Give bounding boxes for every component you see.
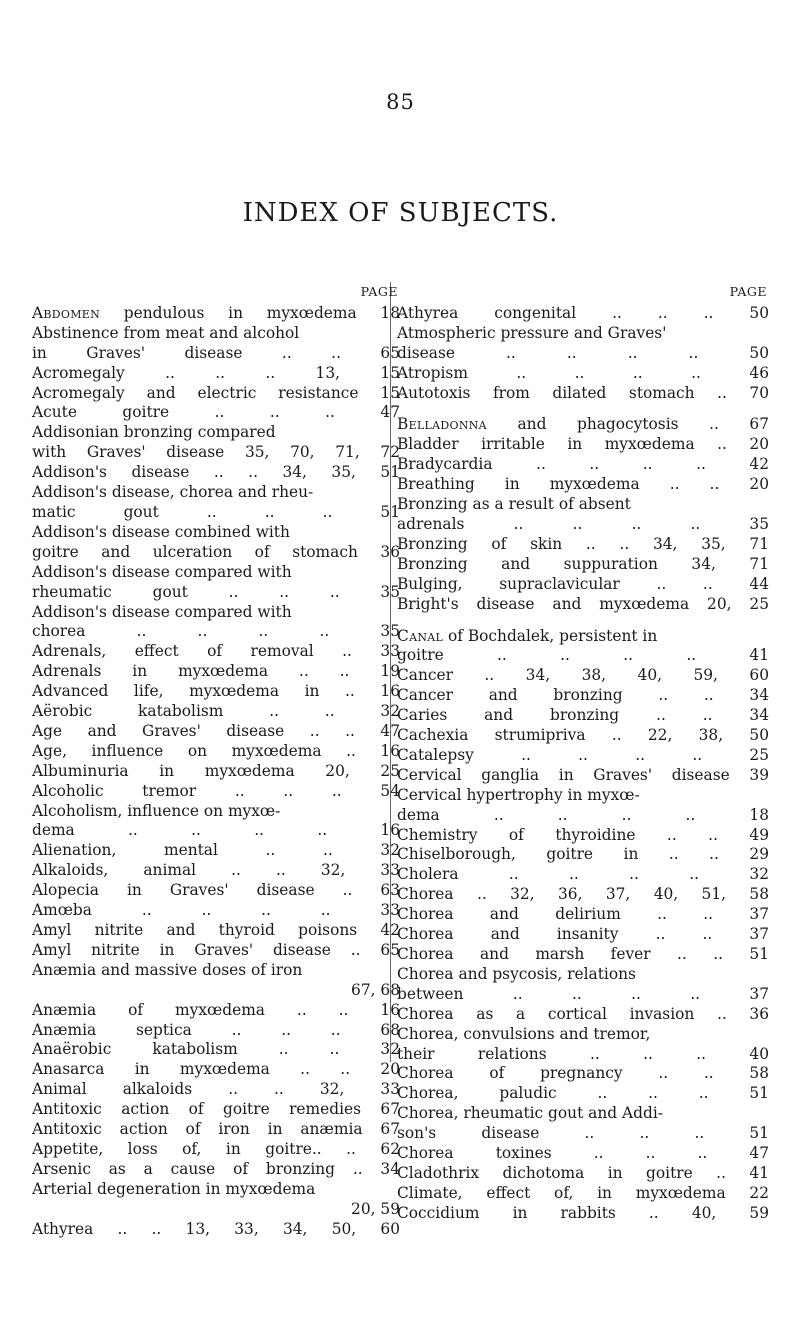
index-line: Chorea and delirium .. .. 37 <box>397 905 769 924</box>
index-line: in Graves' disease .. .. 65 <box>32 343 400 362</box>
right-column <box>397 282 769 1224</box>
index-line: Atropism .. .. .. .. 46 <box>397 363 769 382</box>
index-line: dema .. .. .. .. 16 <box>32 821 400 840</box>
index-line: Chorea, paludic .. .. .. 51 <box>397 1084 769 1103</box>
index-line: rheumatic gout .. .. .. 35 <box>32 582 400 601</box>
index-line: Alcoholism, influence on myxœ- <box>32 801 281 820</box>
index-line: Chorea of pregnancy .. .. 58 <box>397 1064 769 1083</box>
index-line: Chiselborough, goitre in .. .. 29 <box>397 845 769 864</box>
index-line: Climate, effect of, in myxœdema 22 <box>397 1183 769 1202</box>
index-line: Athyrea .. .. 13, 33, 34, 50, 60 <box>32 1219 400 1238</box>
index-line: Athyrea congenital .. .. .. 50 <box>397 303 769 322</box>
index-line: Canal of Bochdalek, persistent in <box>397 626 658 645</box>
index-line: Chorea, convulsions and tremor, <box>397 1024 651 1043</box>
left-page-header: PAGE <box>360 284 398 299</box>
index-line: adrenals .. .. .. .. 35 <box>397 514 769 533</box>
index-line: Cladothrix dichotoma in goitre .. 41 <box>397 1163 769 1182</box>
index-line: Acromegaly .. .. .. 13, 15 <box>32 363 400 382</box>
index-line: Alcoholic tremor .. .. .. 54 <box>32 781 400 800</box>
index-line: Cervical hypertrophy in myxœ- <box>397 785 640 804</box>
index-line: Amyl nitrite and thyroid poisons 42 <box>32 921 400 939</box>
index-line: Adrenals in myxœdema .. .. 19 <box>32 662 400 681</box>
index-line: Bright's disease and myxœdema 20, 25 <box>397 594 769 613</box>
left-entries <box>32 304 400 1240</box>
index-line: Acute goitre .. .. .. 47 <box>32 403 400 422</box>
index-line: Cholera .. .. .. .. 32 <box>397 865 769 884</box>
index-line: matic gout .. .. .. 51 <box>32 502 400 521</box>
index-line: Anæmia and massive doses of iron <box>32 960 303 979</box>
index-line: Addisonian bronzing compared <box>32 423 276 442</box>
index-line: Chemistry of thyroidine .. .. 49 <box>397 825 769 844</box>
index-line: Addison's disease compared with <box>32 562 292 581</box>
index-line: Catalepsy .. .. .. .. 25 <box>397 745 769 764</box>
index-line: Anæmia septica .. .. .. 68 <box>32 1020 400 1039</box>
index-line: Chorea and marsh fever .. .. 51 <box>397 945 769 963</box>
index-title: INDEX OF SUBJECTS. <box>242 198 559 228</box>
index-line: Advanced life, myxœdema in .. 16 <box>32 682 400 701</box>
index-line: Autotoxis from dilated stomach .. 70 <box>397 383 769 402</box>
index-line: Bronzing of skin .. .. 34, 35, 71 <box>397 534 769 553</box>
index-line: Albuminuria in myxœdema 20, 25 <box>32 761 400 780</box>
index-line: chorea .. .. .. .. 35 <box>32 622 400 641</box>
index-line: Breathing in myxœdema .. .. 20 <box>397 475 769 494</box>
index-line: Age and Graves' disease .. .. 47 <box>32 721 400 740</box>
index-line: Anasarca in myxœdema .. .. 20 <box>32 1060 400 1079</box>
index-line: dema .. .. .. .. 18 <box>397 805 769 824</box>
index-line: Acromegaly and electric resistance 15 <box>32 383 400 402</box>
index-line: Addison's disease combined with <box>32 522 290 541</box>
index-line: Cancer .. 34, 38, 40, 59, 60 <box>397 666 769 685</box>
index-line: between .. .. .. .. 37 <box>397 984 769 1003</box>
index-line: goitre .. .. .. .. 41 <box>397 646 769 665</box>
index-line: with Graves' disease 35, 70, 71, 72 <box>32 443 400 462</box>
index-line: Alopecia in Graves' disease .. 63 <box>32 881 400 900</box>
index-line: Anæmia of myxœdema .. .. 16 <box>32 1000 400 1019</box>
index-line: Cancer and bronzing .. .. 34 <box>397 686 769 705</box>
index-line: Bronzing and suppuration 34, 71 <box>397 554 769 573</box>
left-column <box>32 282 400 1240</box>
index-line: Alienation, mental .. .. 32 <box>32 841 400 860</box>
index-line: Chorea as a cortical invasion .. 36 <box>397 1004 769 1023</box>
index-line: Age, influence on myxœdema .. 16 <box>32 741 400 760</box>
index-line: Chorea, rheumatic gout and Addi- <box>397 1104 663 1123</box>
index-line: Bradycardia .. .. .. .. 42 <box>397 455 769 474</box>
index-line: Addison's disease .. .. 34, 35, 51 <box>32 463 400 482</box>
index-line: goitre and ulceration of stomach 36 <box>32 542 400 561</box>
index-line: Chorea toxines .. .. .. 47 <box>397 1144 769 1163</box>
section-gap <box>397 615 769 627</box>
index-line: Antitoxic action of goitre remedies 67 <box>32 1100 400 1119</box>
index-line: Coccidium in rabbits .. 40, 59 <box>397 1203 769 1222</box>
index-line: their relations .. .. .. 40 <box>397 1044 769 1063</box>
index-line: Appetite, loss of, in goitre.. .. 62 <box>32 1139 400 1158</box>
index-line: Arterial degeneration in myxœdema <box>32 1179 316 1198</box>
index-line: Bronzing as a result of absent <box>397 495 631 514</box>
index-line: Chorea .. 32, 36, 37, 40, 51, 58 <box>397 885 769 904</box>
index-line: Belladonna and phagocytosis .. 67 <box>397 415 769 434</box>
index-line: Addison's disease, chorea and rheu- <box>32 483 314 502</box>
index-line: Adrenals, effect of removal .. 33 <box>32 642 400 661</box>
index-line: Amyl nitrite in Graves' disease .. 65 <box>32 940 400 959</box>
right-page-header: PAGE <box>729 284 767 299</box>
index-line: Chorea and psycosis, relations <box>397 964 636 983</box>
index-line: son's disease .. .. .. 51 <box>397 1124 769 1143</box>
index-line: Alkaloids, animal .. .. 32, 33 <box>32 861 400 880</box>
index-line: Anaërobic katabolism .. .. 32 <box>32 1040 400 1059</box>
index-line: Caries and bronzing .. .. 34 <box>397 706 769 725</box>
index-line: Antitoxic action of iron in anæmia 67 <box>32 1120 400 1139</box>
index-line: 67, 68 <box>351 980 400 999</box>
index-line: Cachexia strumipriva .. 22, 38, 50 <box>397 726 769 745</box>
index-line: Bulging, supraclavicular .. .. 44 <box>397 574 769 593</box>
index-line: Amœba .. .. .. .. 33 <box>32 901 400 920</box>
index-line: 20, 59 <box>351 1199 400 1218</box>
index-line: Abstinence from meat and alcohol <box>32 323 300 342</box>
index-line: disease .. .. .. .. 50 <box>397 343 769 362</box>
index-line: Addison's disease compared with <box>32 602 292 621</box>
index-line: Arsenic as a cause of bronzing .. 34 <box>32 1159 400 1178</box>
section-gap <box>397 403 769 415</box>
index-line: Animal alkaloids .. .. 32, 33 <box>32 1080 400 1099</box>
index-line: Abdomen pendulous in myxœdema 18 <box>32 303 400 322</box>
index-line: Aërobic katabolism .. .. 32 <box>32 702 400 721</box>
index-line: Atmospheric pressure and Graves' <box>397 323 667 342</box>
index-line: Cervical ganglia in Graves' disease 39 <box>397 765 769 784</box>
right-entries <box>397 304 769 1224</box>
index-line: Bladder irritable in myxœdema .. 20 <box>397 435 769 454</box>
page-number: 85 <box>386 90 415 114</box>
index-line: Chorea and insanity .. .. 37 <box>397 925 769 944</box>
